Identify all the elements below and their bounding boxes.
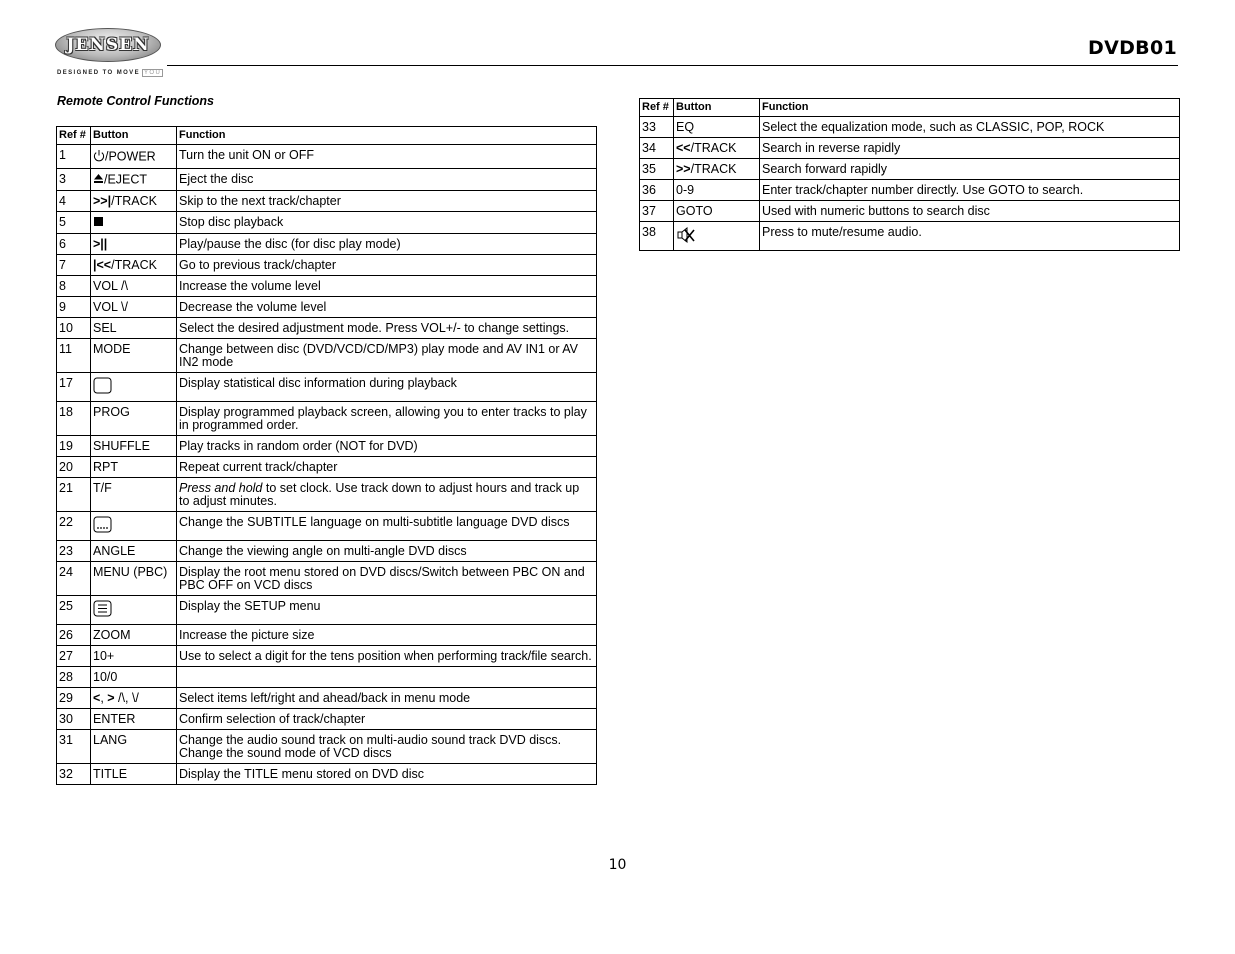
power-icon — [93, 149, 105, 165]
setup-icon — [93, 600, 112, 621]
button-label: ANGLE — [93, 544, 136, 558]
table-row — [57, 255, 597, 276]
button-cell — [91, 402, 177, 436]
function-cell — [177, 145, 597, 169]
button-cell — [91, 541, 177, 562]
table-row — [640, 180, 1180, 201]
table-row — [57, 457, 597, 478]
button-cell — [91, 457, 177, 478]
function-text: Repeat current track/chapter — [179, 460, 338, 474]
button-cell — [91, 646, 177, 667]
ref-cell: 19 — [57, 436, 91, 457]
function-text: Change between disc (DVD/VCD/CD/MP3) play mode and AV IN1 or AV IN2 mode — [179, 342, 579, 369]
ref-cell: 27 — [57, 646, 91, 667]
function-cell — [177, 646, 597, 667]
table-row — [57, 596, 597, 625]
button-cell — [91, 276, 177, 297]
col-button-header: Button — [674, 99, 760, 117]
table-row — [57, 169, 597, 191]
function-text: Select the equalization mode, such as CLASSIC, POP, ROCK — [762, 120, 1105, 134]
ref-cell: 8 — [57, 276, 91, 297]
header-rule — [167, 65, 1178, 66]
function-text: Eject the disc — [179, 172, 254, 186]
button-cell — [674, 222, 760, 251]
jensen-logo — [55, 28, 167, 80]
button-label: /TRACK — [111, 258, 157, 272]
function-cell — [177, 457, 597, 478]
button-symbol: >> — [676, 162, 691, 176]
ref-cell: 36 — [640, 180, 674, 201]
remote-functions-table-right — [639, 98, 1180, 251]
function-text: Change the audio sound track on multi-audio sound track DVD discs. Change the sound mode of VCD discs — [179, 733, 562, 760]
logo-oval — [55, 28, 161, 62]
button-cell — [91, 212, 177, 234]
table-row — [57, 145, 597, 169]
button-label: 0-9 — [676, 183, 695, 197]
logo-wordmark: JENSEN — [66, 35, 150, 55]
table-row — [57, 339, 597, 373]
button-cell — [91, 373, 177, 402]
table-row — [57, 730, 597, 764]
table-row — [57, 512, 597, 541]
function-text: Stop disc playback — [179, 215, 284, 229]
function-text: Press to mute/resume audio. — [762, 225, 922, 239]
table-row — [57, 478, 597, 512]
tagline-text: DESIGNED TO MOVE — [57, 70, 140, 76]
ref-cell: 23 — [57, 541, 91, 562]
button-symbol: > — [107, 691, 115, 705]
button-cell — [91, 596, 177, 625]
ref-cell: 34 — [640, 138, 674, 159]
button-cell — [91, 297, 177, 318]
ref-cell: 24 — [57, 562, 91, 596]
ref-cell: 17 — [57, 373, 91, 402]
button-label: /POWER — [105, 149, 156, 164]
function-cell — [760, 222, 1180, 251]
function-cell — [177, 402, 597, 436]
table-row — [57, 764, 597, 785]
function-cell — [177, 339, 597, 373]
function-cell — [177, 234, 597, 255]
table-row — [57, 297, 597, 318]
table-row — [57, 191, 597, 212]
button-label: /TRACK — [111, 194, 157, 208]
button-label: T/F — [93, 481, 112, 495]
ref-cell: 38 — [640, 222, 674, 251]
button-cell — [91, 191, 177, 212]
function-text: Go to previous track/chapter — [179, 258, 337, 272]
table-row — [57, 667, 597, 688]
button-label: SEL — [93, 321, 117, 335]
table-row — [57, 562, 597, 596]
button-cell — [674, 117, 760, 138]
col-button-header: Button — [91, 127, 177, 145]
function-text: Display the SETUP menu — [179, 599, 321, 613]
function-cell — [177, 255, 597, 276]
button-cell — [91, 667, 177, 688]
button-label: 10+ — [93, 649, 115, 663]
function-text: Display the TITLE menu stored on DVD disc — [179, 767, 425, 781]
table-row — [640, 222, 1180, 251]
function-text: Skip to the next track/chapter — [179, 194, 341, 208]
button-cell — [91, 764, 177, 785]
function-text: Display the root menu stored on DVD discs/Switch between PBC ON and PBC OFF on VCD discs — [179, 565, 585, 592]
button-cell — [91, 234, 177, 255]
function-text: Enter track/chapter number directly. Use GOTO to search. — [762, 183, 1084, 197]
function-cell — [177, 596, 597, 625]
function-text: Decrease the volume level — [179, 300, 327, 314]
ref-cell: 37 — [640, 201, 674, 222]
table-row — [640, 201, 1180, 222]
button-cell — [674, 180, 760, 201]
table-row — [640, 159, 1180, 180]
table-row — [57, 646, 597, 667]
function-cell — [177, 730, 597, 764]
model-number: DVDB01 — [1088, 37, 1177, 59]
table-row — [57, 276, 597, 297]
function-cell — [177, 667, 597, 688]
function-text: Increase the volume level — [179, 279, 321, 293]
function-cell — [177, 562, 597, 596]
button-label: GOTO — [676, 204, 713, 218]
button-cell — [91, 625, 177, 646]
function-text: Select items left/right and ahead/back in menu mode — [179, 691, 471, 705]
ref-cell: 28 — [57, 667, 91, 688]
function-text: to set clock. Use track down to adjust hours and track up to adjust minutes. — [179, 481, 580, 508]
button-cell — [674, 201, 760, 222]
table-row — [57, 234, 597, 255]
button-label: RPT — [93, 460, 118, 474]
tagline-you: YOU — [143, 70, 162, 76]
ref-cell: 3 — [57, 169, 91, 191]
button-cell — [91, 562, 177, 596]
function-text: Search in reverse rapidly — [762, 141, 901, 155]
button-cell — [91, 145, 177, 169]
table-row — [57, 688, 597, 709]
remote-functions-table-left — [56, 126, 597, 785]
button-label: TITLE — [93, 767, 128, 781]
col-ref-header: Ref # — [57, 127, 91, 145]
subtitle-icon — [93, 516, 112, 537]
table-row — [57, 541, 597, 562]
function-cell — [177, 276, 597, 297]
button-label: PROG — [93, 405, 130, 419]
function-cell — [177, 625, 597, 646]
function-cell — [177, 764, 597, 785]
function-text: Play/pause the disc (for disc play mode) — [179, 237, 401, 251]
button-label: ZOOM — [93, 628, 131, 642]
function-cell — [177, 373, 597, 402]
button-symbol: |<< — [93, 258, 112, 272]
function-cell — [177, 297, 597, 318]
function-cell — [177, 169, 597, 191]
function-text: Used with numeric buttons to search disc — [762, 204, 990, 218]
eject-icon — [93, 173, 104, 187]
ref-cell: 30 — [57, 709, 91, 730]
button-label: LANG — [93, 733, 128, 747]
button-label: MODE — [93, 342, 131, 356]
table-header-row — [640, 99, 1180, 117]
ref-cell: 31 — [57, 730, 91, 764]
table-header-row — [57, 127, 597, 145]
button-label: EQ — [676, 120, 695, 134]
table-row — [640, 138, 1180, 159]
function-cell — [760, 138, 1180, 159]
button-cell — [91, 709, 177, 730]
mute-icon — [676, 226, 696, 247]
ref-cell: 5 — [57, 212, 91, 234]
function-cell — [177, 212, 597, 234]
ref-cell: 35 — [640, 159, 674, 180]
table-row — [57, 709, 597, 730]
button-label: , — [100, 691, 108, 705]
function-cell — [177, 191, 597, 212]
function-cell — [760, 117, 1180, 138]
section-title: Remote Control Functions — [57, 94, 214, 108]
function-cell — [177, 688, 597, 709]
table-row — [57, 373, 597, 402]
function-text: Play tracks in random order (NOT for DVD) — [179, 439, 418, 453]
function-cell — [760, 159, 1180, 180]
button-cell — [91, 339, 177, 373]
button-cell — [91, 318, 177, 339]
table-row — [640, 117, 1180, 138]
ref-cell: 11 — [57, 339, 91, 373]
button-cell — [91, 436, 177, 457]
ref-cell: 26 — [57, 625, 91, 646]
col-ref-header: Ref # — [640, 99, 674, 117]
function-cell — [760, 180, 1180, 201]
button-label: ENTER — [93, 712, 136, 726]
button-label: /TRACK — [690, 141, 737, 155]
button-label: /\, \/ — [114, 691, 139, 705]
ref-cell: 32 — [57, 764, 91, 785]
function-cell — [760, 201, 1180, 222]
button-label: MENU (PBC) — [93, 565, 168, 579]
ref-cell: 20 — [57, 457, 91, 478]
ref-cell: 29 — [57, 688, 91, 709]
ref-cell: 7 — [57, 255, 91, 276]
function-cell — [177, 436, 597, 457]
function-text: Search forward rapidly — [762, 162, 888, 176]
function-text: Change the SUBTITLE language on multi-subtitle language DVD discs — [179, 515, 570, 529]
function-text: Select the desired adjustment mode. Press VOL+/- to change settings. — [179, 321, 570, 335]
button-label: /EJECT — [104, 172, 148, 187]
ref-cell: 10 — [57, 318, 91, 339]
function-text: Confirm selection of track/chapter — [179, 712, 366, 726]
function-emphasis: Press and hold — [179, 481, 263, 495]
button-cell — [91, 169, 177, 191]
function-text: Increase the picture size — [179, 628, 315, 642]
button-label: VOL \/ — [93, 300, 128, 314]
col-function-header: Function — [177, 127, 597, 145]
button-cell — [91, 688, 177, 709]
ref-cell: 25 — [57, 596, 91, 625]
table-row — [57, 625, 597, 646]
ref-cell: 18 — [57, 402, 91, 436]
ref-cell: 4 — [57, 191, 91, 212]
button-cell — [91, 255, 177, 276]
ref-cell: 21 — [57, 478, 91, 512]
function-text: Display programmed playback screen, allowing you to enter tracks to play in programmed order. — [179, 405, 587, 432]
button-label: SHUFFLE — [93, 439, 150, 453]
button-label: /TRACK — [690, 162, 737, 176]
button-cell — [91, 730, 177, 764]
button-cell — [674, 159, 760, 180]
function-cell — [177, 512, 597, 541]
ref-cell: 6 — [57, 234, 91, 255]
stop-icon — [93, 216, 104, 230]
function-text: Display statistical disc information during playback — [179, 376, 457, 390]
button-symbol: < — [93, 691, 101, 705]
table-row — [57, 436, 597, 457]
function-text: Change the viewing angle on multi-angle DVD discs — [179, 544, 467, 558]
button-cell — [91, 478, 177, 512]
button-cell — [91, 512, 177, 541]
ref-cell: 22 — [57, 512, 91, 541]
button-symbol: >|| — [93, 237, 108, 251]
function-text: Use to select a digit for the tens position when performing track/file search. — [179, 649, 592, 663]
button-symbol: >>| — [93, 194, 112, 208]
page-number: 10 — [608, 857, 627, 873]
ref-cell: 33 — [640, 117, 674, 138]
ref-cell: 1 — [57, 145, 91, 169]
table-row — [57, 402, 597, 436]
button-label: 10/0 — [93, 670, 118, 684]
ref-cell: 9 — [57, 297, 91, 318]
button-cell — [674, 138, 760, 159]
logo-tagline — [57, 70, 163, 76]
display-icon — [93, 377, 112, 398]
col-function-header: Function — [760, 99, 1180, 117]
table-row — [57, 318, 597, 339]
button-symbol: << — [676, 141, 691, 155]
function-cell — [177, 478, 597, 512]
function-cell — [177, 541, 597, 562]
table-row — [57, 212, 597, 234]
function-cell — [177, 318, 597, 339]
function-cell — [177, 709, 597, 730]
function-text: Turn the unit ON or OFF — [179, 148, 314, 162]
button-label: VOL /\ — [93, 279, 128, 293]
